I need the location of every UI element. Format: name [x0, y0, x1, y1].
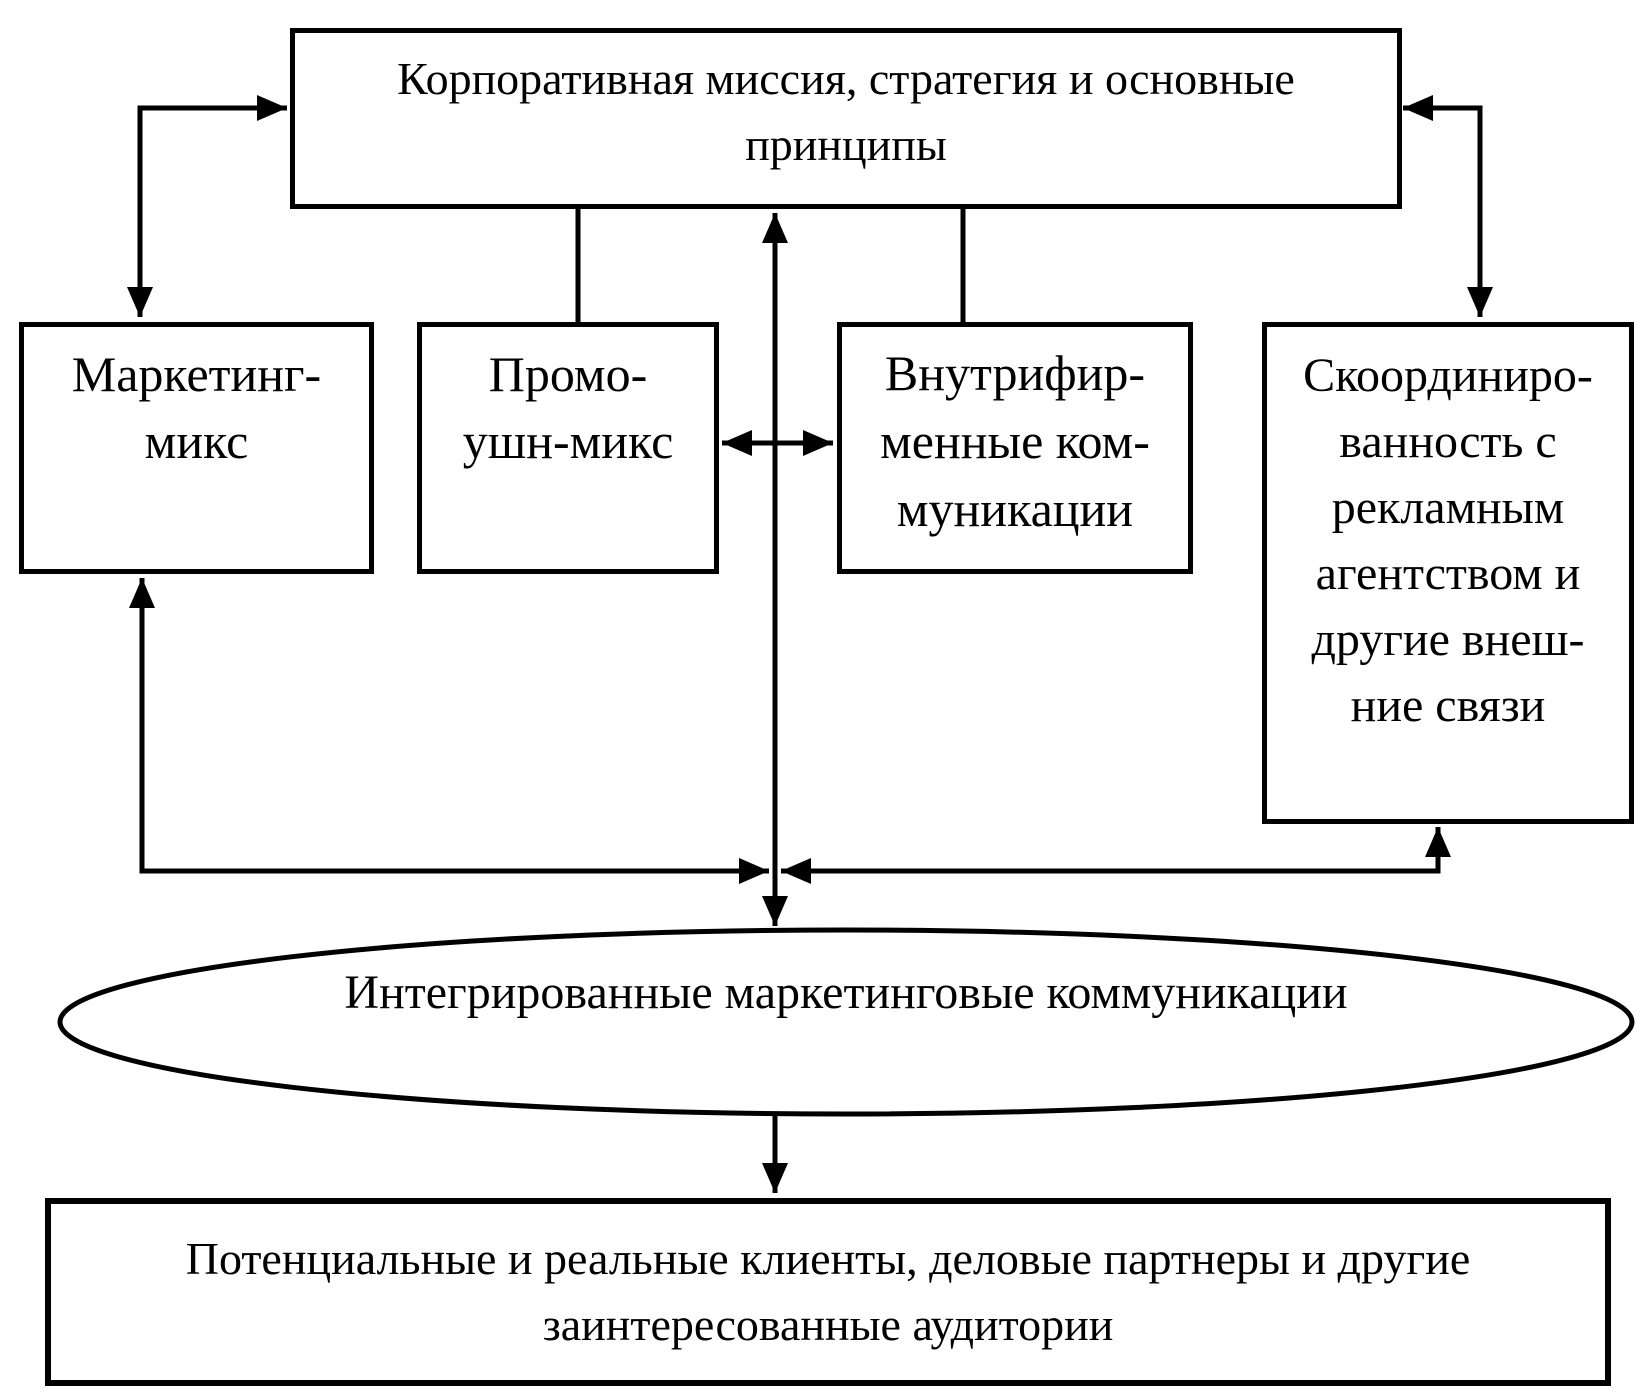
promotion-mix-line: Промо- — [488, 346, 648, 402]
internal-communications-line: менные ком- — [880, 413, 1150, 469]
arrow-mission-coordination-bidirectional — [1403, 108, 1480, 317]
promotion-mix-box — [417, 322, 719, 574]
promotion-mix-line: ушн-микс — [462, 413, 674, 469]
internal-communications-line: Внутрифир- — [884, 345, 1146, 401]
agency-coordination-box — [1262, 322, 1634, 824]
marketing-mix-box — [19, 322, 374, 574]
corporate-mission-line: принципы — [745, 118, 947, 170]
agency-coordination-line: другие внеш- — [1311, 613, 1585, 666]
internal-communications-box — [837, 322, 1193, 574]
marketing-mix-line: Маркетинг- — [71, 346, 322, 402]
audiences-line: Потенциальные и реальные клиенты, деловые партнеры и другие — [185, 1233, 1471, 1284]
agency-coordination-line: ванность с — [1339, 415, 1557, 468]
audiences-line: заинтересованные аудитории — [542, 1299, 1114, 1350]
internal-communications-line: муникации — [896, 481, 1134, 537]
arrow-mission-marketing-bidirectional — [140, 108, 287, 317]
agency-coordination-line: рекламным — [1331, 481, 1565, 534]
arrow-coordination-junction-bidirectional — [781, 827, 1438, 871]
imc-ellipse-label: Интегрированные маркетинговые коммуникации — [344, 966, 1348, 1019]
agency-coordination-line: ние связи — [1350, 679, 1546, 732]
audiences-box — [45, 1198, 1611, 1386]
agency-coordination-line: агентством и — [1315, 547, 1581, 600]
marketing-mix-line: микс — [144, 413, 249, 469]
corporate-mission-line: Корпоративная миссия, стратегия и основные — [397, 52, 1295, 104]
corporate-mission-box — [290, 28, 1402, 209]
agency-coordination-line: Скоординиро- — [1303, 349, 1593, 402]
arrow-marketing-junction-bidirectional — [142, 578, 769, 871]
